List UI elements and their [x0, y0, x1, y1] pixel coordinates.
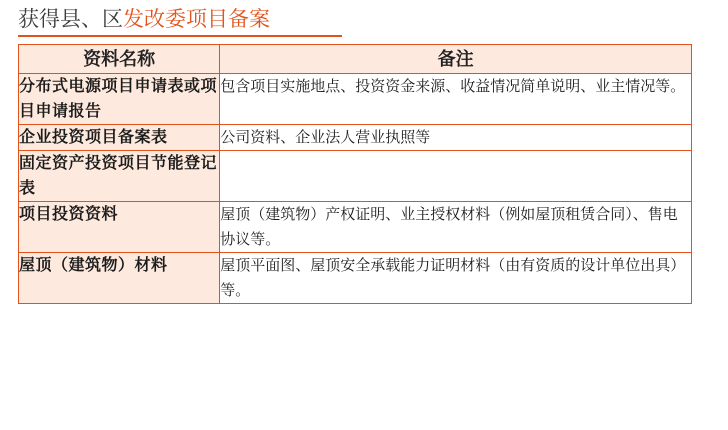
- table-header-row: [19, 45, 692, 74]
- cell-material-note: [220, 151, 692, 202]
- table-row: [19, 202, 692, 253]
- column-header-note: 备注: [220, 45, 692, 74]
- cell-material-note: 屋顶平面图、屋顶安全承载能力证明材料（由有资质的设计单位出具）等。: [220, 253, 692, 304]
- cell-material-name: 分布式电源项目申请表或项目申请报告: [19, 74, 220, 125]
- cell-material-note: 公司资料、企业法人营业执照等: [220, 125, 692, 151]
- cell-material-note: 包含项目实施地点、投资资金来源、收益情况简单说明、业主情况等。: [220, 74, 692, 125]
- cell-material-name: 固定资产投资项目节能登记表: [19, 151, 220, 202]
- page-title: [18, 6, 270, 34]
- cell-material-name: 项目投资资料: [19, 202, 220, 253]
- cell-material-name: 屋顶（建筑物）材料: [19, 253, 220, 304]
- table-row: [19, 125, 692, 151]
- cell-material-note: 屋顶（建筑物）产权证明、业主授权材料（例如屋顶租赁合同）、售电协议等。: [220, 202, 692, 253]
- table-row: [19, 151, 692, 202]
- title-underline: [18, 35, 342, 37]
- page-title-prefix: 获得县、区: [18, 8, 123, 31]
- column-header-name: 资料名称: [19, 45, 220, 74]
- table-row: [19, 74, 692, 125]
- cell-material-name: 企业投资项目备案表: [19, 125, 220, 151]
- table-row: [19, 253, 692, 304]
- page-title-highlight: 发改委项目备案: [123, 8, 270, 31]
- materials-table: [18, 44, 692, 304]
